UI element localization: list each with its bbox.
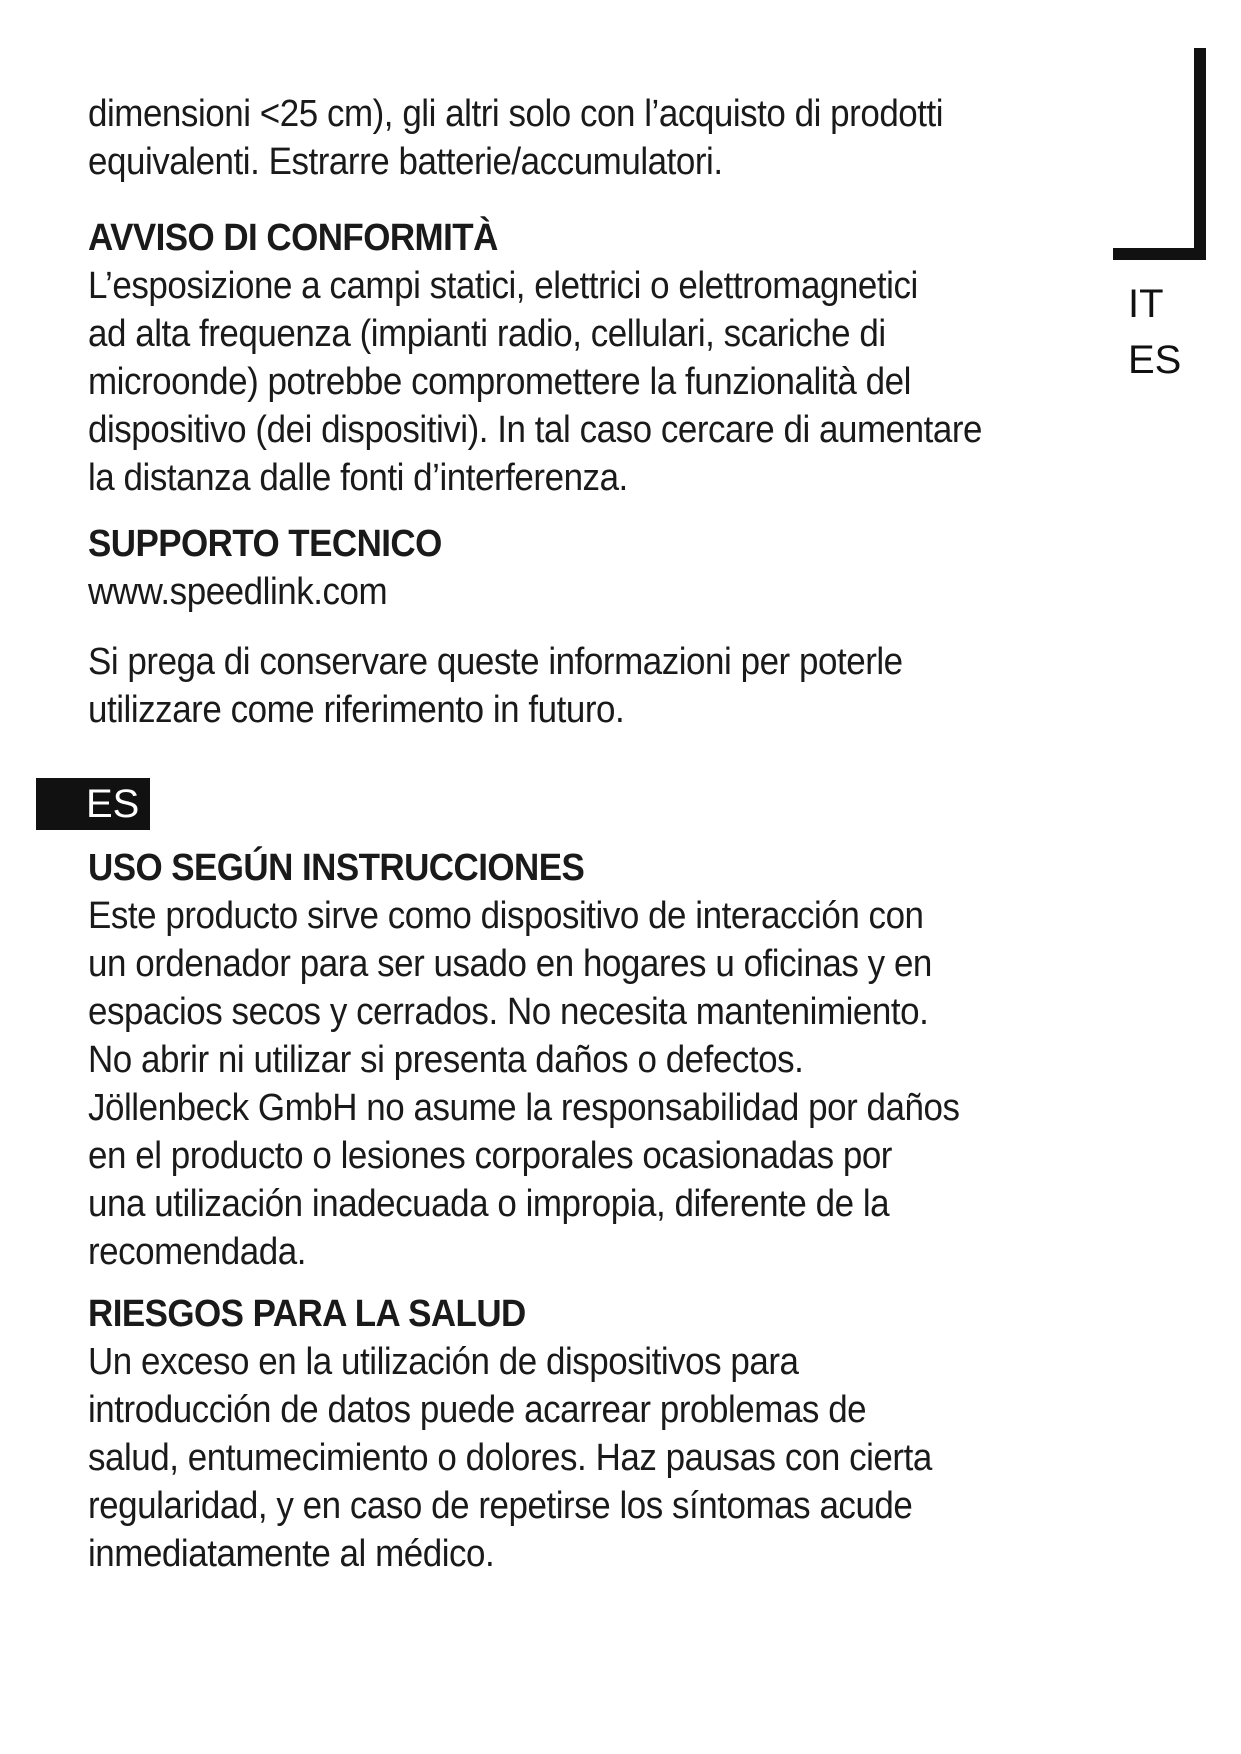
text-line: No abrir ni utilizar si presenta daños o defectos. xyxy=(88,1039,804,1081)
text-line: utilizzare come riferimento in futuro. xyxy=(88,689,625,731)
it-intro-paragraph xyxy=(88,90,943,186)
text-line: espacios secos y cerrados. No necesita mantenimiento. xyxy=(88,991,929,1033)
side-label-it: IT xyxy=(1128,282,1164,326)
text-line: inmediatamente al médico. xyxy=(88,1533,495,1575)
text-line: L’esposizione a campi statici, elettrici o elettromagnetici xyxy=(88,265,918,307)
section-heading: USO SEGÚN INSTRUCCIONES xyxy=(88,847,585,889)
text-line: Jöllenbeck GmbH no asume la responsabilidad por daños xyxy=(88,1087,960,1129)
it-conformity-section xyxy=(88,214,1060,502)
side-label-es: ES xyxy=(1128,338,1182,382)
section-body xyxy=(88,262,982,502)
section-body xyxy=(88,568,442,616)
section-heading: RIESGOS PARA LA SALUD xyxy=(88,1293,526,1335)
language-badge-es: ES xyxy=(36,778,150,830)
text-line: introducción de datos puede acarrear problemas de xyxy=(88,1389,867,1431)
text-line: Este producto sirve como dispositivo de interacción con xyxy=(88,895,924,937)
text-line: microonde) potrebbe compromettere la funzionalità del xyxy=(88,361,911,403)
text-line: la distanza dalle fonti d’interferenza. xyxy=(88,457,628,499)
text-line: un ordenador para ser usado en hogares u oficinas y en xyxy=(88,943,932,985)
support-url: www.speedlink.com xyxy=(88,571,388,613)
text-line: ad alta frequenza (impianti radio, cellulari, scariche di xyxy=(88,313,886,355)
text-line: dispositivo (dei dispositivi). In tal caso cercare di aumentare xyxy=(88,409,982,451)
text-line: en el producto o lesiones corporales ocasionadas por xyxy=(88,1135,892,1177)
section-heading: SUPPORTO TECNICO xyxy=(88,523,442,565)
it-support-section xyxy=(88,520,473,616)
text-line: Un exceso en la utilización de dispositivos para xyxy=(88,1341,799,1383)
text-line: regularidad, y en caso de repetirse los síntomas acude xyxy=(88,1485,913,1527)
text-line: salud, entumecimiento o dolores. Haz pausas con cierta xyxy=(88,1437,932,1479)
section-body xyxy=(88,1338,932,1578)
side-language-labels xyxy=(1128,276,1208,388)
side-tab-frame xyxy=(1113,48,1206,260)
section-heading: AVVISO DI CONFORMITÀ xyxy=(88,217,498,259)
text-line: Si prega di conservare queste informazioni per poterle xyxy=(88,641,903,683)
text-line: una utilización inadecuada o impropia, diferente de la xyxy=(88,1183,890,1225)
es-health-section xyxy=(88,1290,1005,1578)
es-usage-section xyxy=(88,844,1035,1276)
it-keep-info-paragraph xyxy=(88,638,903,734)
text-line: equivalenti. Estrarre batterie/accumulatori. xyxy=(88,141,723,183)
section-body xyxy=(88,892,960,1276)
text-line: dimensioni <25 cm), gli altri solo con l’acquisto di prodotti xyxy=(88,93,944,135)
text-line: recomendada. xyxy=(88,1231,306,1273)
